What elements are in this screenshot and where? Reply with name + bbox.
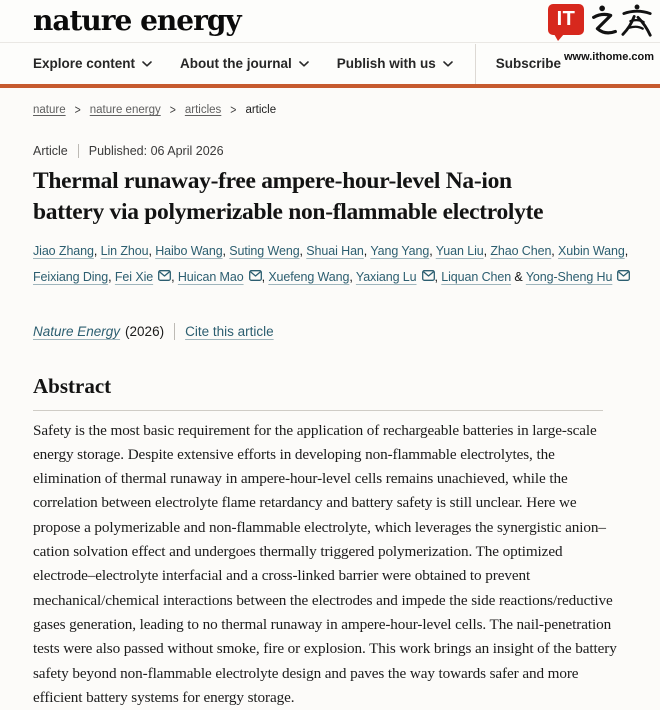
author-separator: , [93,244,101,259]
breadcrumb-separator-icon: > [74,102,81,118]
author-link-yang-yang[interactable]: Yang Yang [370,244,430,259]
citation-row [33,323,660,340]
author-link-huican-mao[interactable]: Huican Mao [177,270,244,285]
author-list [33,238,637,291]
chevron-down-icon [142,61,152,67]
breadcrumb [33,104,660,116]
author-link-yong-sheng-hu[interactable]: Yong-Sheng Hu [525,270,613,285]
ithome-badge-icon [548,4,584,35]
author-separator: & [511,270,526,285]
author-link-lin-zhou[interactable]: Lin Zhou [100,244,149,259]
article-title [33,166,623,227]
author-separator: , [551,244,559,259]
article-type-label: Article [33,144,68,158]
author-separator: , [363,244,371,259]
nav-item-about-the-journal[interactable] [180,56,309,71]
author-link-zhao-chen[interactable]: Zhao Chen [490,244,552,259]
ithome-cjk-calligraphy-icon [588,4,654,42]
nav-item-label: Explore content [33,56,136,71]
citation-divider [174,323,175,340]
accent-bar [0,84,660,88]
ithome-logo [538,4,654,42]
nav-item-explore-content[interactable] [33,56,152,71]
author-separator: , [434,270,442,285]
author-link-xuefeng-wang[interactable]: Xuefeng Wang [268,270,350,285]
breadcrumb-item-article: article [245,104,277,116]
logo-row [0,0,660,63]
speech-bubble-tail [554,34,564,41]
author-link-fei-xie[interactable]: Fei Xie [114,270,154,285]
nav-divider [475,44,476,84]
email-icon[interactable] [158,270,171,281]
author-separator: , [171,270,178,285]
author-separator: , [108,270,115,285]
author-separator: , [261,270,269,285]
chevron-down-icon [299,61,309,67]
author-separator: , [624,244,629,259]
author-separator: , [349,270,356,285]
watermark-url: www.ithome.com [563,51,654,63]
breadcrumb-item-nature[interactable]: nature [33,104,66,116]
ithome-badge-text: IT [556,8,576,30]
site-header [0,0,660,88]
author-separator: , [299,244,307,259]
nav-item-label: Publish with us [336,56,436,71]
email-icon[interactable] [422,270,435,281]
nav-item-label: Subscribe [495,56,562,71]
breadcrumb-separator-icon: > [169,102,176,118]
breadcrumb-item-nature-energy[interactable]: nature energy [89,104,161,116]
nav-item-label: About the journal [180,56,292,71]
author-separator: , [429,244,436,259]
email-icon[interactable] [249,270,262,281]
chevron-down-icon [443,61,453,67]
author-link-suting-weng[interactable]: Suting Weng [229,244,300,259]
breadcrumb-item-articles[interactable]: articles [184,104,222,116]
article-page [0,104,660,710]
author-separator: , [148,244,156,259]
author-separator: , [483,244,491,259]
journal-logo[interactable]: nature energy [33,4,241,37]
ithome-watermark [538,4,654,63]
author-link-haibo-wang[interactable]: Haibo Wang [155,244,223,259]
nav-item-publish-with-us[interactable] [337,56,453,71]
author-link-yaxiang-lu[interactable]: Yaxiang Lu [355,270,417,285]
breadcrumb-separator-icon: > [230,102,237,118]
journal-link[interactable]: Nature Energy [33,323,121,339]
author-link-yuan-liu[interactable]: Yuan Liu [435,244,484,259]
author-link-xubin-wang[interactable]: Xubin Wang [558,244,625,259]
abstract-heading: Abstract [33,373,112,398]
abstract-text: Safety is the most basic requirement for the application of rechargeable batteries in large-scale energy storage. Despite extensive efforts in developing non-flammable electrolytes, the elimination of thermal runaway in ampere-hour-level cells remains unachieved, while the correlation between electrolyte flame retardancy and battery safety is still unclear. Here we propose a polymerizable and non-flammable electrolyte, which leverages the synergistic anion–cation solvation effect and undergoes thermally triggered polymerization. The optimized electrode–electrolyte interfacial and a cross-linked barrier were obtained to prevent mechanical/chemical interactions between the electrodes and impede the side reactions/reductive gases generation, leading to no thermal runaway in ampere-hour-level cells. The nail-penetration tests were also passed without smoke, fire or explosion. This work brings an insight of the battery safety beyond non-flammable electrolyte design and paves the way towards safer and more efficient battery systems for energy storage. [33,421,617,706]
abstract-rule [33,410,603,411]
author-link-liquan-chen[interactable]: Liquan Chen [441,270,512,285]
article-title-line2: battery via polymerizable non-flammable electrolyte [33,198,544,225]
journal-year: (2026) [125,323,165,339]
published-date: Published: 06 April 2026 [88,144,224,158]
author-link-jiao-zhang[interactable]: Jiao Zhang [33,244,94,259]
email-icon[interactable] [617,270,630,281]
author-link-shuai-han[interactable]: Shuai Han [306,244,364,259]
meta-divider [78,144,79,158]
author-separator: , [222,244,230,259]
article-title-line1: Thermal runaway-free ampere-hour-level Na-ion [33,168,512,194]
cite-this-article-link[interactable]: Cite this article [185,323,274,339]
article-meta-row [33,144,660,158]
author-link-feixiang-ding[interactable]: Feixiang Ding [33,270,109,285]
